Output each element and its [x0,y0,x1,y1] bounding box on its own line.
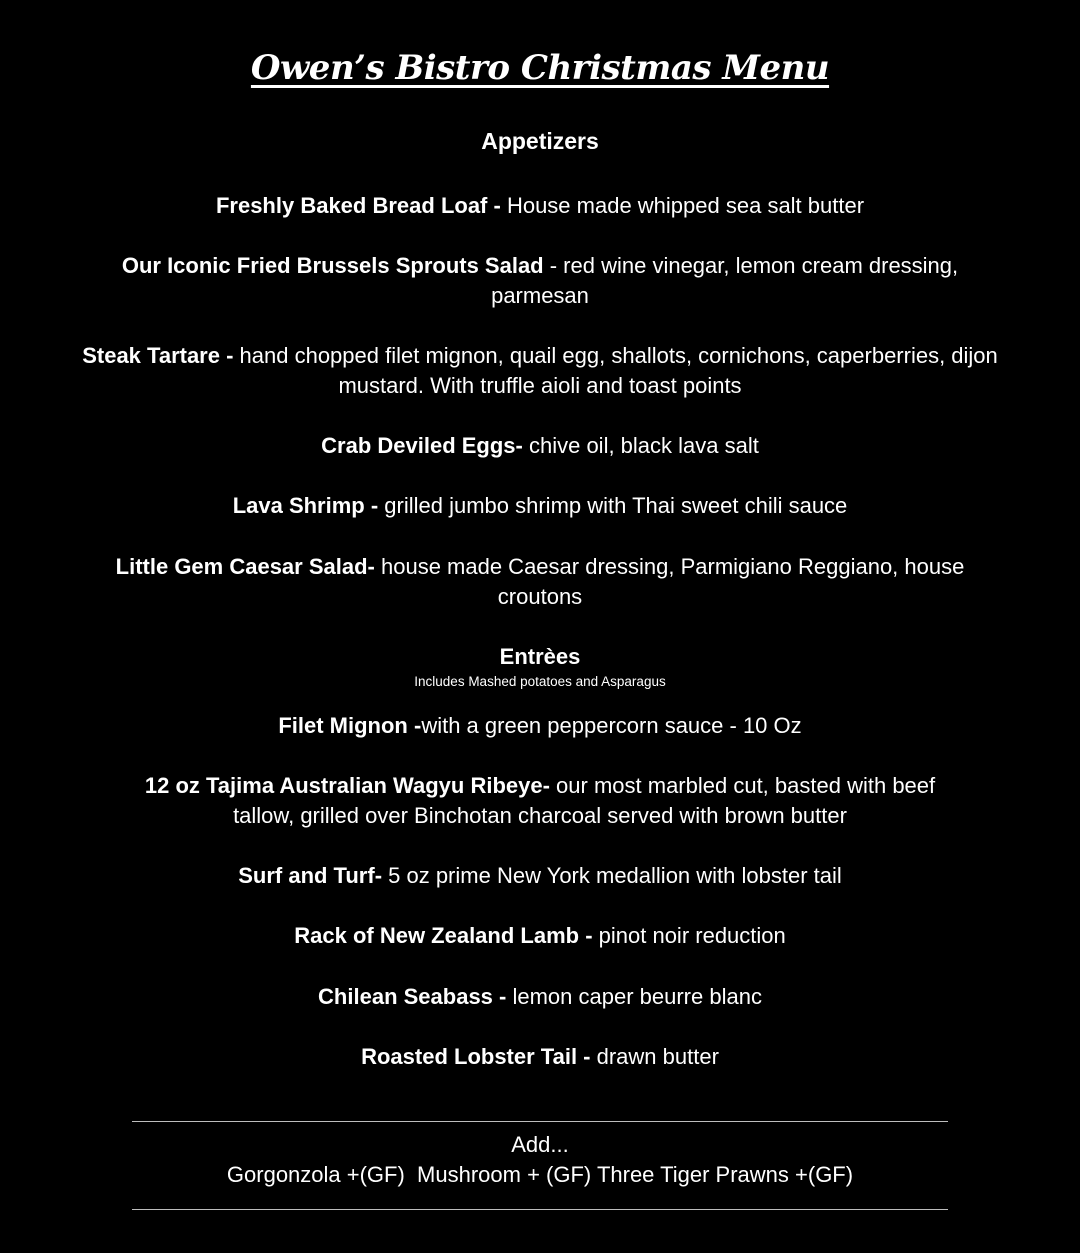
item-description: - red wine vinegar, lemon cream dressing, parmesan [491,253,959,308]
item-name: Steak Tartare - [82,343,234,368]
page-title-text: Owen’s Bistro Christmas Menu [250,48,830,88]
addons-heading: Add... [511,1132,569,1157]
item-description: hand chopped filet mignon, quail egg, shallots, cornichons, caperberries, dijon mustard. With truffle aioli and toast points [233,343,998,398]
entree-item [40,921,1040,951]
appetizer-item [110,552,970,612]
entree-item [40,711,1040,741]
entrees-note: Includes Mashed potatoes and Asparagus [414,674,666,689]
appetizer-item [40,341,1040,401]
entree-item [40,861,1040,891]
item-name: Our Iconic Fried Brussels Sprouts Salad [121,253,544,278]
appetizer-item [40,491,1040,521]
entree-item [135,771,945,831]
item-name: Filet Mignon - [278,713,422,738]
item-description: lemon caper beurre blanc [506,984,762,1009]
item-description: 5 oz prime New York medallion with lobster tail [382,863,842,888]
appetizer-item [40,191,1040,221]
item-description: pinot noir reduction [592,923,786,948]
entree-item [40,982,1040,1012]
item-name: Little Gem Caesar Salad- [115,554,375,579]
item-name: Crab Deviled Eggs- [321,433,523,458]
item-description: chive oil, black lava salt [522,433,759,458]
item-name: 12 oz Tajima Australian Wagyu Ribeye- [144,773,550,798]
item-name: Rack of New Zealand Lamb - [294,923,593,948]
item-description: House made whipped sea salt butter [500,193,865,218]
addons-list: Gorgonzola +(GF) Mushroom + (GF) Three Tiger Prawns +(GF) [226,1162,854,1187]
item-description: house made Caesar dressing, Parmigiano Reggiano, house croutons [374,554,965,609]
item-description: with a green peppercorn sauce - 10 Oz [421,713,802,738]
appetizer-item [40,431,1040,461]
item-name: Roasted Lobster Tail - [361,1044,591,1069]
top-divider [132,1121,948,1122]
page-title [0,40,1080,96]
appetizer-item [85,251,995,311]
appetizers-heading: Appetizers [481,128,599,154]
entrees-heading: Entrèes [499,644,581,669]
item-description: our most marbled cut, basted with beef tallow, grilled over Binchotan charcoal served with brown butter [233,773,936,828]
item-name: Freshly Baked Bread Loaf - [215,193,501,218]
item-description: grilled jumbo shrimp with Thai sweet chili sauce [378,493,848,518]
item-name: Lava Shrimp - [232,493,379,518]
bottom-divider [132,1209,948,1210]
item-name: Chilean Seabass - [318,984,507,1009]
item-description: drawn butter [590,1044,719,1069]
item-name: Surf and Turf- [238,863,383,888]
entree-item [40,1042,1040,1072]
